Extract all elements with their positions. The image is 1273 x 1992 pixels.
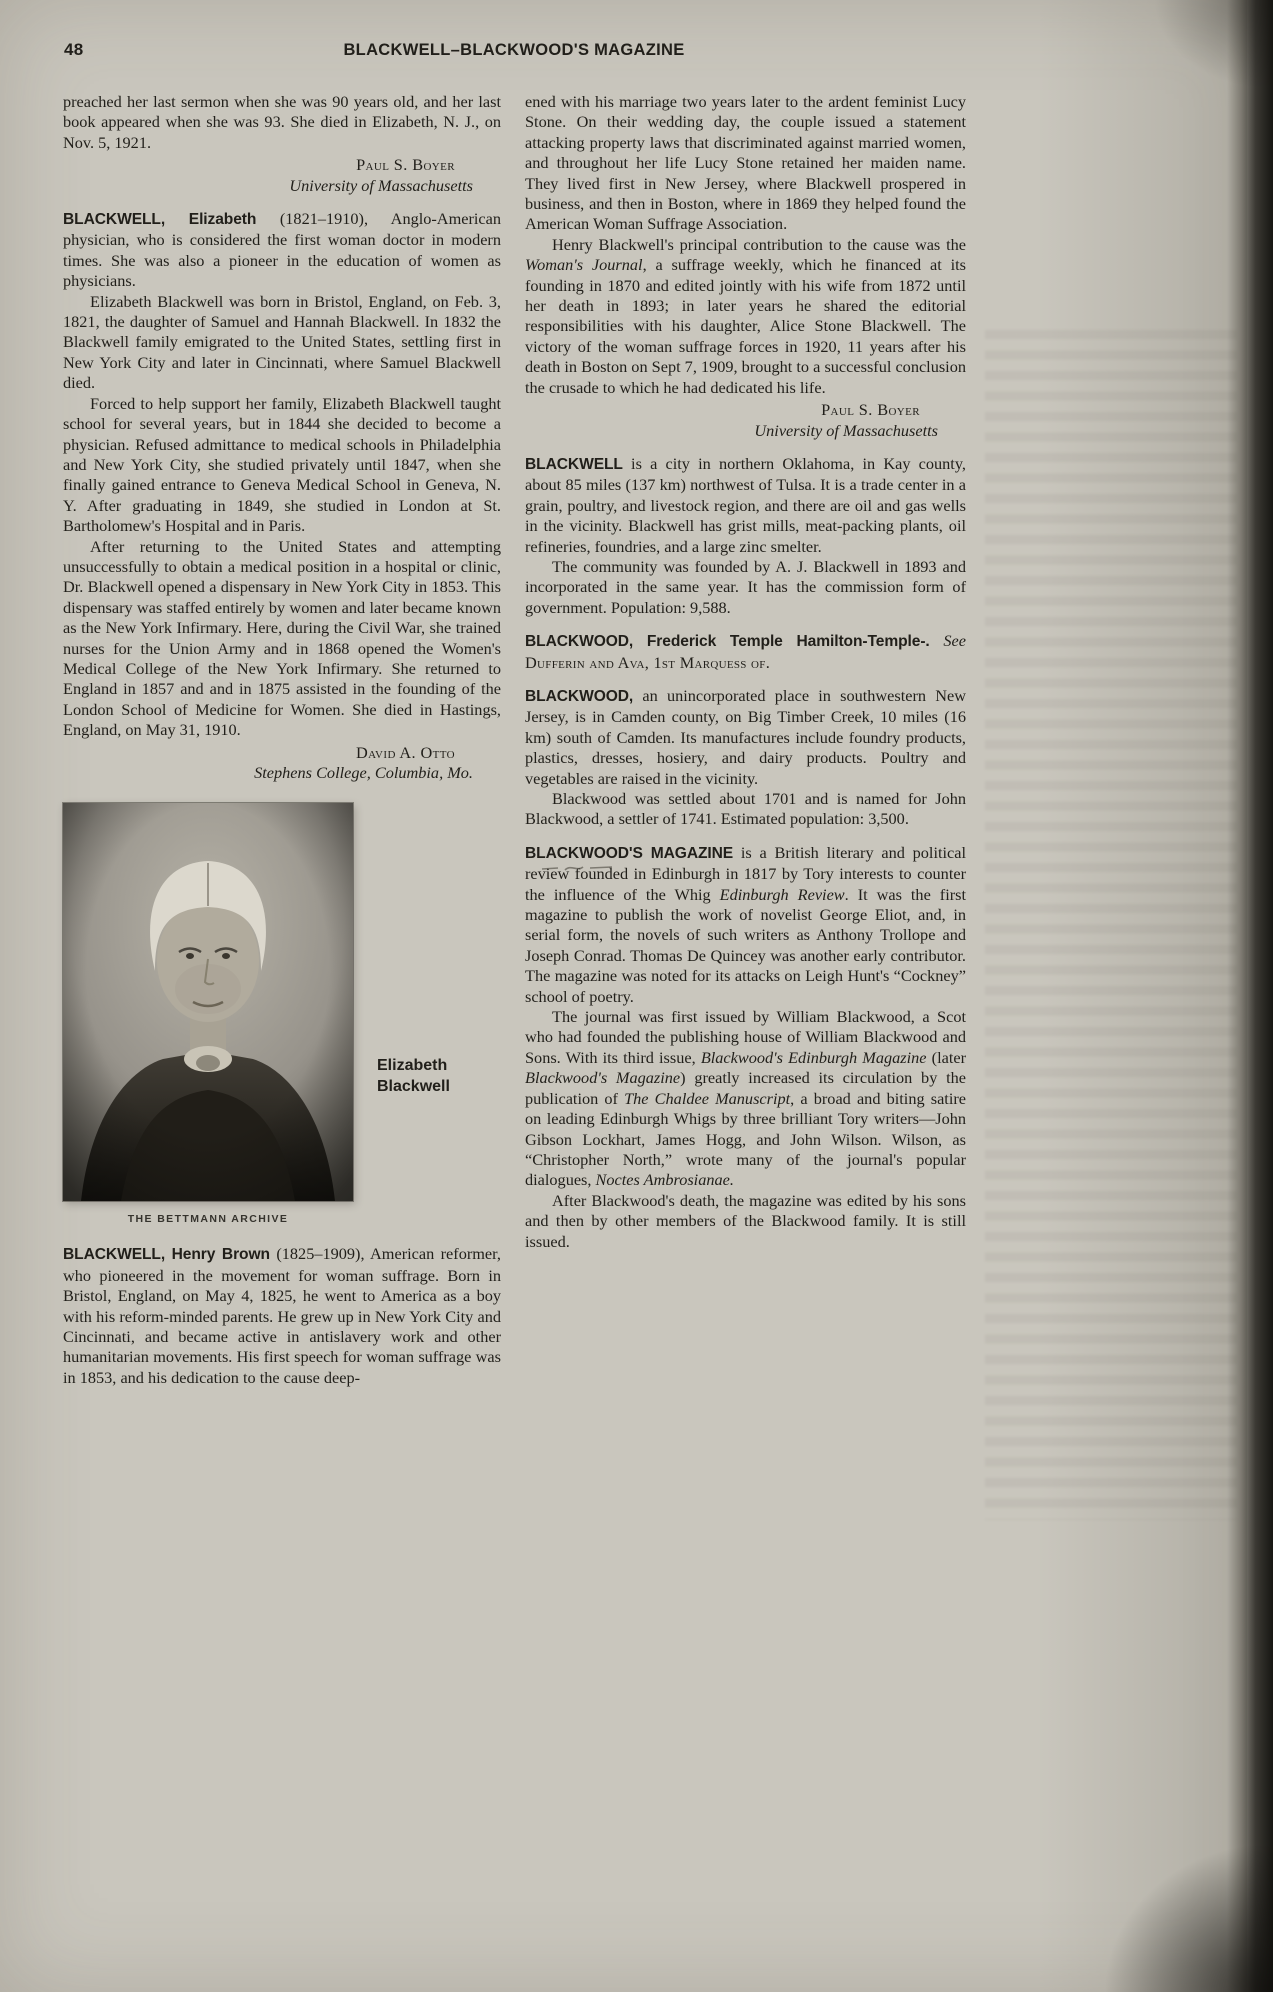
top-right-corner-shadow	[1153, 0, 1273, 90]
paragraph: The community was founded by A. J. Blackwell in 1893 and incorporated in the same year. It has the commission form of government. Population: 9,588.	[525, 556, 966, 617]
text-segment: (later	[926, 1047, 966, 1067]
photo-figure	[63, 803, 501, 1231]
paragraph: Forced to help support her family, Elizabeth Blackwell taught school for several years, but in 1844 she decided to become a physician. Refused admittance to medical schools in Philadelphia and New York City, she studied privately until 1847, when she finally gained entrance to Geneva Medical School in Geneva, N. Y. After graduating in 1849, she studied in London at St. Bartholomew's Hospital and in Paris.	[63, 393, 501, 536]
paragraph	[525, 1007, 966, 1191]
entry-blackwood-place	[525, 686, 966, 830]
paragraph-continuation: preached her last sermon when she was 90 years old, and her last book appeared when she was 93. She died in Elizabeth, N. J., on Nov. 5, 1921.	[63, 92, 501, 152]
entry-blackwood-crossref	[525, 631, 966, 673]
entry-headword: BLACKWOOD'S MAGAZINE	[525, 844, 734, 862]
journal-title: Woman's Journal	[525, 255, 643, 275]
entry-headword: BLACKWELL, Elizabeth	[63, 211, 257, 229]
paragraph: After returning to the United States and attempting unsuccessfully to obtain a medical position in a hospital or clinic, Dr. Blackwell opened a dispensary in New York City in 1853. This dispensary was staffed entirely by women and later became known as the New York Infirmary. Here, during the Civil War, she trained nurses for the Union Army and in 1868 opened the Women's Medical College of the New York Infirmary. She returned to England in 1857 and and in 1875 assisted in the founding of the London School of Medicine for Women. She died in Hastings, England, on May 31, 1910.	[63, 536, 501, 740]
publication-title: Blackwood's Magazine	[525, 1068, 681, 1088]
entry-blackwell-elizabeth	[63, 209, 501, 783]
entry-text: an unincorporated place in southwestern New Jersey, is in Camden county, on Big Timber Creek, 10 miles (16 km) south of Camden. Its manufactures include foundry products, plastics, dresses, hosiery, and dairy products. Poultry and vegetables are raised in the vicinity.	[525, 685, 966, 788]
byline-affiliation: Stephens College, Columbia, Mo.	[254, 763, 473, 782]
byline	[525, 400, 966, 441]
entry-first-paragraph	[63, 1244, 501, 1388]
text-segment: Henry Blackwell's principal contribution to the cause was the	[552, 234, 966, 254]
entry-blackwell-city	[525, 454, 966, 618]
entry-first-paragraph	[525, 631, 966, 673]
entry-text: is a city in northern Oklahoma, in Kay county, about 85 miles (137 km) northwest of Tulsa. It is a trade center in a grain, poultry, and livestock region, and there are oil and gas wells in the vicinity. Blackwell has grist mills, meat-packing plants, oil refineries, foundries, and a large zinc smelter.	[525, 453, 966, 556]
page-number: 48	[64, 40, 84, 59]
entry-first-paragraph	[525, 686, 966, 789]
entry-blackwell-henry	[63, 1244, 501, 1388]
entry-text: (1825–1909), American reformer, who pioneered in the movement for woman suffrage. Born in Bristol, England, on May 4, 1825, he went to America as a boy with his reform-minded parents. He grew up in New York City and Cincinnati, and became active in antislavery work and other humanitarian movements. His first speech for woman suffrage was in 1853, and his dedication to the cause deep-	[63, 1244, 502, 1387]
page-edge-dark-strip	[1227, 0, 1273, 1992]
bleedthrough-text-ghost	[985, 330, 1237, 1520]
see-reference: See	[943, 631, 966, 651]
text-segment: , a suffrage weekly, which he financed at its founding in 1870 and edited jointly with his wife from 1872 until her death in 1893; in later years he shared the editorial responsibilities with his daughter, Alice Stone Blackwell. The victory of the woman suffrage forces in 1920, 11 years after his death in Boston on Sept 7, 1909, brought to a successful conclusion the crusade to which he had dedicated his life.	[525, 255, 966, 397]
byline-author: Paul S. Boyer	[356, 155, 455, 175]
scan-artifact-mark	[540, 861, 614, 875]
entry-first-paragraph	[525, 454, 966, 557]
publication-title: The Chaldee Manuscript	[624, 1088, 791, 1108]
figure-caption: Elizabeth Blackwell	[377, 1057, 450, 1096]
entry-headword: BLACKWELL, Henry Brown	[63, 1246, 270, 1264]
elizabeth-blackwell-portrait-photo	[63, 803, 353, 1201]
text-segment: ) greatly increased its circulation by the publication of	[525, 1068, 966, 1108]
byline	[63, 155, 501, 196]
byline-affiliation: University of Massachusetts	[754, 420, 938, 440]
byline-author: David A. Otto	[355, 742, 455, 762]
byline-author: Paul S. Boyer	[821, 400, 920, 420]
entry-headword: BLACKWOOD,	[525, 687, 634, 705]
column-left	[63, 92, 501, 1388]
byline	[63, 743, 501, 784]
publication-title: Blackwood's Edinburgh Magazine	[700, 1047, 927, 1067]
column-right	[525, 92, 966, 1252]
entry-headword: BLACKWOOD, Frederick Temple Hamilton-Temple-.	[525, 633, 944, 651]
entry-first-paragraph	[63, 209, 501, 292]
text-segment: , a broad and biting satire on leading Edinburgh Whigs by three brilliant Tory writers—John Gibson Lockhart, James Hogg, and John Wilson. Wilson, as “Christopher North,” wrote many of the journal's popular dialogues,	[525, 1088, 967, 1190]
paragraph: Blackwood was settled about 1701 and is named for John Blackwood, a settler of 1741. Estimated population: 3,500.	[525, 789, 966, 829]
entry-blackwoods-magazine	[525, 843, 966, 1252]
entry-headword: BLACKWELL	[525, 455, 623, 473]
paragraph: After Blackwood's death, the magazine was edited by his sons and then by other members of the Blackwood family. It is still issued.	[525, 1190, 966, 1251]
paragraph: Elizabeth Blackwell was born in Bristol, England, on Feb. 3, 1821, the daughter of Samuel and Hannah Blackwell. In 1832 the Blackwell family emigrated to the United States, settling first in New York City and later in Cincinnati, where Samuel Blackwell died.	[63, 291, 501, 393]
crossref-target: Dufferin and Ava, 1st Marquess of.	[525, 652, 771, 672]
text-segment: . It was the first magazine to publish the work of novelist George Eliot, and, in serial form, the novels of such writers as Anthony Trollope and Joseph Conrad. Thomas De Quincey was another early contributor. The magazine was noted for its attacks on Leigh Hunt's “Cockney” school of poetry.	[525, 884, 966, 1006]
bottom-right-corner-smudge	[1103, 1842, 1273, 1992]
text-segment: The journal was first issued by William Blackwood, a Scot who had founded the publishing house of William Blackwood and Sons. With its third issue,	[525, 1007, 966, 1067]
byline-affiliation: University of Massachusetts	[289, 175, 473, 195]
paragraph	[525, 235, 966, 398]
photo-credit: THE BETTMANN ARCHIVE	[127, 1213, 289, 1226]
running-head: BLACKWELL–BLACKWOOD'S MAGAZINE	[343, 41, 685, 59]
publication-title: Noctes Ambrosianae.	[595, 1170, 734, 1190]
entry-text: (1821–1910), Anglo-American physician, who is considered the first woman doctor in modern times. She was also a pioneer in the education of women as physicians.	[63, 209, 501, 291]
paragraph-continuation: ened with his marriage two years later to the ardent feminist Lucy Stone. On their wedding day, the couple issued a statement attacking property laws that discriminated against married women, and throughout her life Lucy Stone retained her maiden name. They lived first in New Jersey, where Blackwell prospered in business, and then in Boston, where in 1869 they helped found the American Woman Suffrage Association.	[525, 92, 966, 234]
text-segment: is a British literary and political review founded in Edinburgh in 1817 by Tory interests to counter the influence of the Whig	[525, 842, 966, 904]
publication-title: Edinburgh Review	[719, 884, 845, 904]
